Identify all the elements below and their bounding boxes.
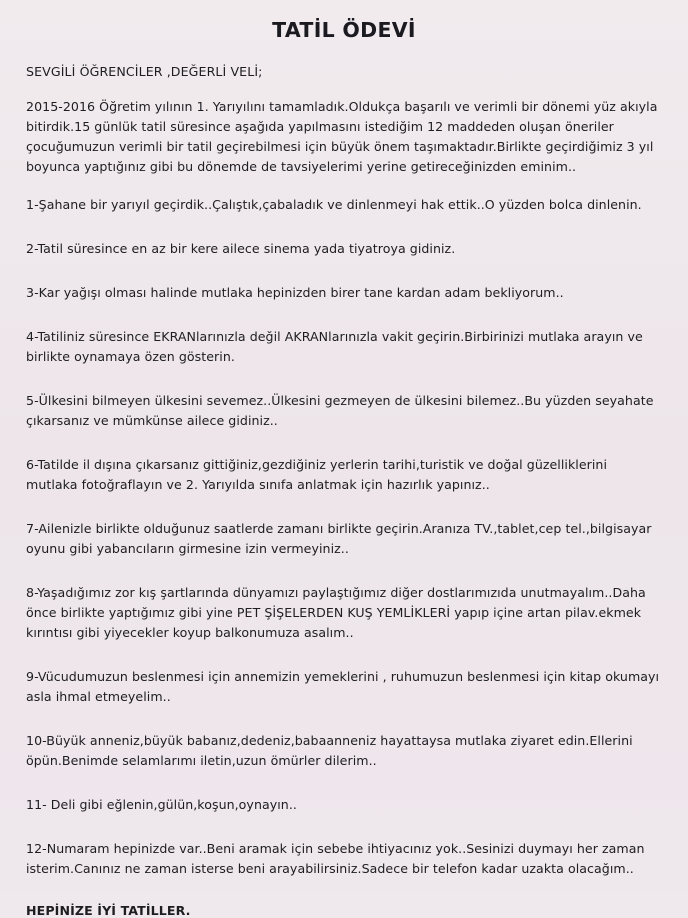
list-item: 1-Şahane bir yarıyıl geçirdik..Çalıştık,çabaladık ve dinlenmeyi hak ettik..O yüzden bolca dinlenin. <box>26 197 642 212</box>
closing-line: HEPİNİZE İYİ TATİLLER. <box>26 903 191 918</box>
list-item: 7-Ailenizle birlikte olduğunuz saatlerde zamanı birlikte geçirin.Aranıza TV.,tablet,cep tel.,bilgisayar oyunu gibi yabancıların girmesine izin vermeyiniz.. <box>26 521 652 556</box>
intro-paragraph: 2015-2016 Öğretim yılının 1. Yarıyılını tamamladık.Oldukça başarılı ve verimli bir dönemi yüz akıyla bitirdik.15 günlük tatil süresince aşağıda yapılmasını istediğim 12 maddeden oluşan öneriler çocuğumuzun verimli bir tatil geçirebilmesi için büyük önem taşımaktadır.Birlikte geçirdiğimiz 3 yıl boyunca yaptığınız gibi bu dönemde de tavsiyelerimi yerine getireceğinizden eminim.. <box>26 99 658 174</box>
list-item: 10-Büyük anneniz,büyük babanız,dedeniz,babaanneniz hayattaysa mutlaka ziyaret edin.Ellerini öpün.Benimde selamlarımı iletin,uzun ömürler dilerim.. <box>26 733 633 768</box>
list-item: 8-Yaşadığımız zor kış şartlarında dünyamızı paylaştığımız diğer dostlarımızıda unutmayalım..Daha önce birlikte yaptığımız gibi yine PET ŞİŞELERDEN KUŞ YEMLİKLERİ yapıp içine artan pilav.ekmek kırıntısı gibi yiyecekler koyup balkonumuza asalım.. <box>26 585 646 640</box>
list-item: 6-Tatilde il dışına çıkarsanız gittiğiniz,gezdiğiniz yerlerin tarihi,turistik ve doğal güzelliklerini mutlaka fotoğraflayın ve 2. Yarıyılda sınıfa anlatmak için hazırlık yapınız.. <box>26 457 608 492</box>
list-item: 2-Tatil süresince en az bir kere ailece sinema yada tiyatroya gidiniz. <box>26 241 456 256</box>
list-item: 5-Ülkesini bilmeyen ülkesini sevemez..Ülkesini gezmeyen de ülkesini bilemez..Bu yüzden seyahate çıkarsanız ve mümkünse ailece gidiniz.. <box>26 393 654 428</box>
list-item: 3-Kar yağışı olması halinde mutlaka hepinizden birer tane kardan adam bekliyorum.. <box>26 285 564 300</box>
list-item: 11- Deli gibi eğlenin,gülün,koşun,oynayın.. <box>26 797 297 812</box>
list-item: 9-Vücudumuzun beslenmesi için annemizin yemeklerini , ruhumuzun beslenmesi için kitap okumayı asla ihmal etmeyelim.. <box>26 669 660 704</box>
document-title: TATİL ÖDEVİ <box>272 18 416 42</box>
salutation: SEVGİLİ ÖĞRENCİLER ,DEĞERLİ VELİ; <box>26 64 263 79</box>
list-item: 12-Numaram hepinizde var..Beni aramak için sebebe ihtiyacınız yok..Sesinizi duymayı her zaman isterim.Canınız ne zaman isterse beni arayabilirsiniz.Sadece bir telefon kadar uzakta olacağım.. <box>26 841 645 876</box>
list-item: 4-Tatiliniz süresince EKRANlarınızla değil AKRANlarınızla vakit geçirin.Birbirinizi mutlaka arayın ve birlikte oynamaya özen gösterin. <box>26 329 643 364</box>
